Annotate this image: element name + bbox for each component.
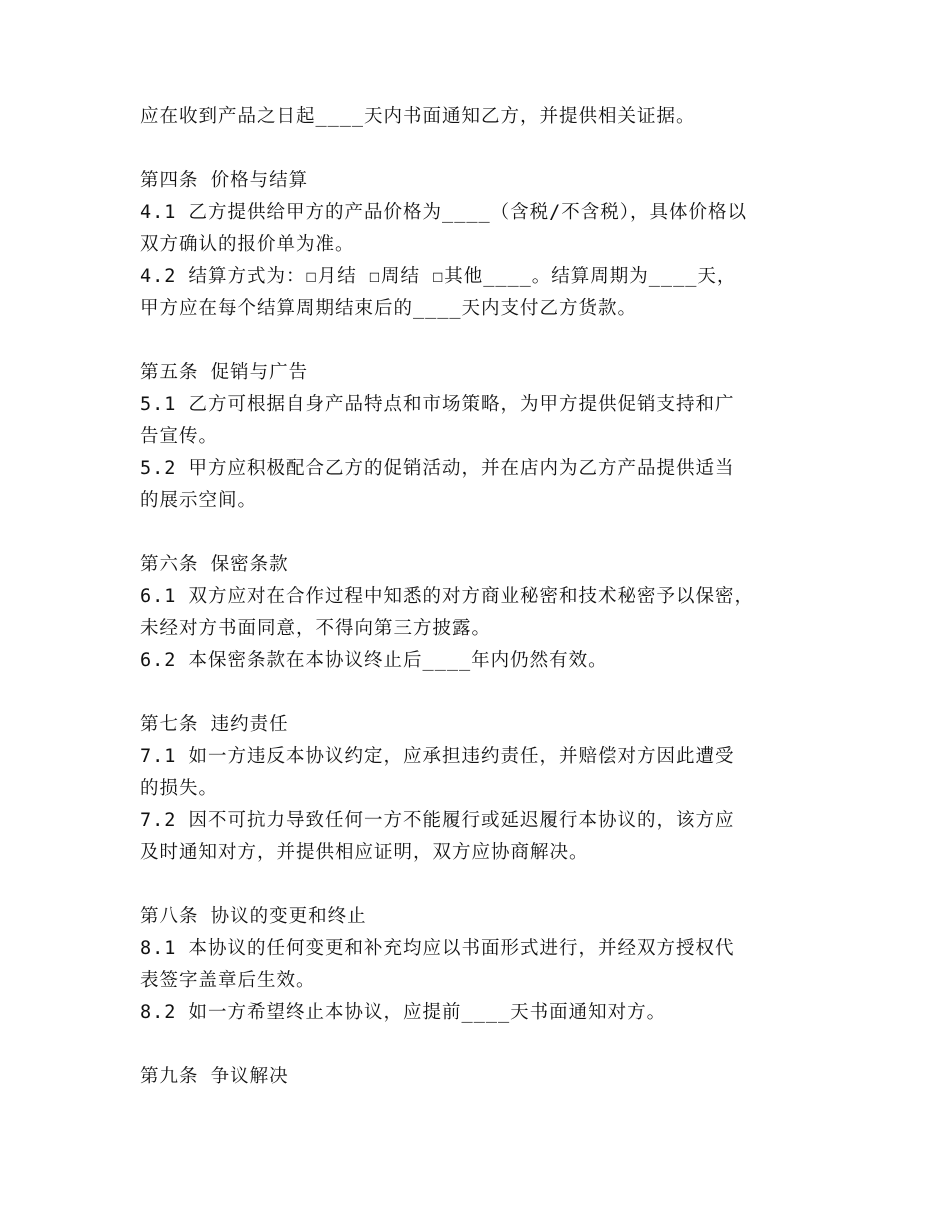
text-line: 5.1 乙方可根据自身产品特点和市场策略，为甲方提供促销支持和广: [140, 394, 735, 415]
paragraph-gap: [140, 1029, 840, 1061]
section-heading: 第五条 促销与广告: [140, 362, 309, 383]
paragraph-gap: [140, 133, 840, 165]
section-heading: 第九条 争议解决: [140, 1066, 289, 1087]
text-line: 双方确认的报价单为准。: [140, 234, 355, 255]
text-line: 未经对方书面同意，不得向第三方披露。: [140, 618, 492, 639]
section-heading: 第六条 保密条款: [140, 554, 289, 575]
paragraph-gap: [140, 869, 840, 901]
text-line: 5.2 甲方应积极配合乙方的促销活动，并在店内为乙方产品提供适当: [140, 458, 735, 479]
section-heading: 第四条 价格与结算: [140, 170, 309, 191]
text-line: 的损失。: [140, 778, 219, 799]
text-line: 7.2 因不可抗力导致任何一方不能履行或延迟履行本协议的，该方应: [140, 810, 735, 831]
text-line: 8.1 本协议的任何变更和补充均应以书面形式进行，并经双方授权代: [140, 938, 735, 959]
paragraph-gap: [140, 677, 840, 709]
text-line: 应在收到产品之日起____天内书面通知乙方，并提供相关证据。: [140, 106, 696, 127]
text-line: 表签字盖章后生效。: [140, 970, 316, 991]
text-line: 6.1 双方应对在合作过程中知悉的对方商业秘密和技术秘密予以保密，: [140, 586, 755, 607]
text-line: 8.2 如一方希望终止本协议，应提前____天书面通知对方。: [140, 1002, 667, 1023]
section-heading: 第七条 违约责任: [140, 714, 289, 735]
text-line: 甲方应在每个结算周期结束后的____天内支付乙方货款。: [140, 298, 638, 319]
document-page: [140, 101, 840, 1093]
text-line: 告宣传。: [140, 426, 219, 447]
paragraph-gap: [140, 325, 840, 357]
text-line: 7.1 如一方违反本协议约定，应承担违约责任，并赔偿对方因此遭受: [140, 746, 735, 767]
text-line: 的展示空间。: [140, 490, 258, 511]
text-line: 6.2 本保密条款在本协议终止后____年内仍然有效。: [140, 650, 608, 671]
paragraph-gap: [140, 517, 840, 549]
text-line: 4.1 乙方提供给甲方的产品价格为____（含税/不含税），具体价格以: [140, 202, 747, 223]
text-line: 4.2 结算方式为：☐月结 ☐周结 ☐其他____。结算周期为____天，: [140, 266, 737, 287]
text-line: 及时通知对方，并提供相应证明，双方应协商解决。: [140, 842, 589, 863]
section-heading: 第八条 协议的变更和终止: [140, 906, 367, 927]
